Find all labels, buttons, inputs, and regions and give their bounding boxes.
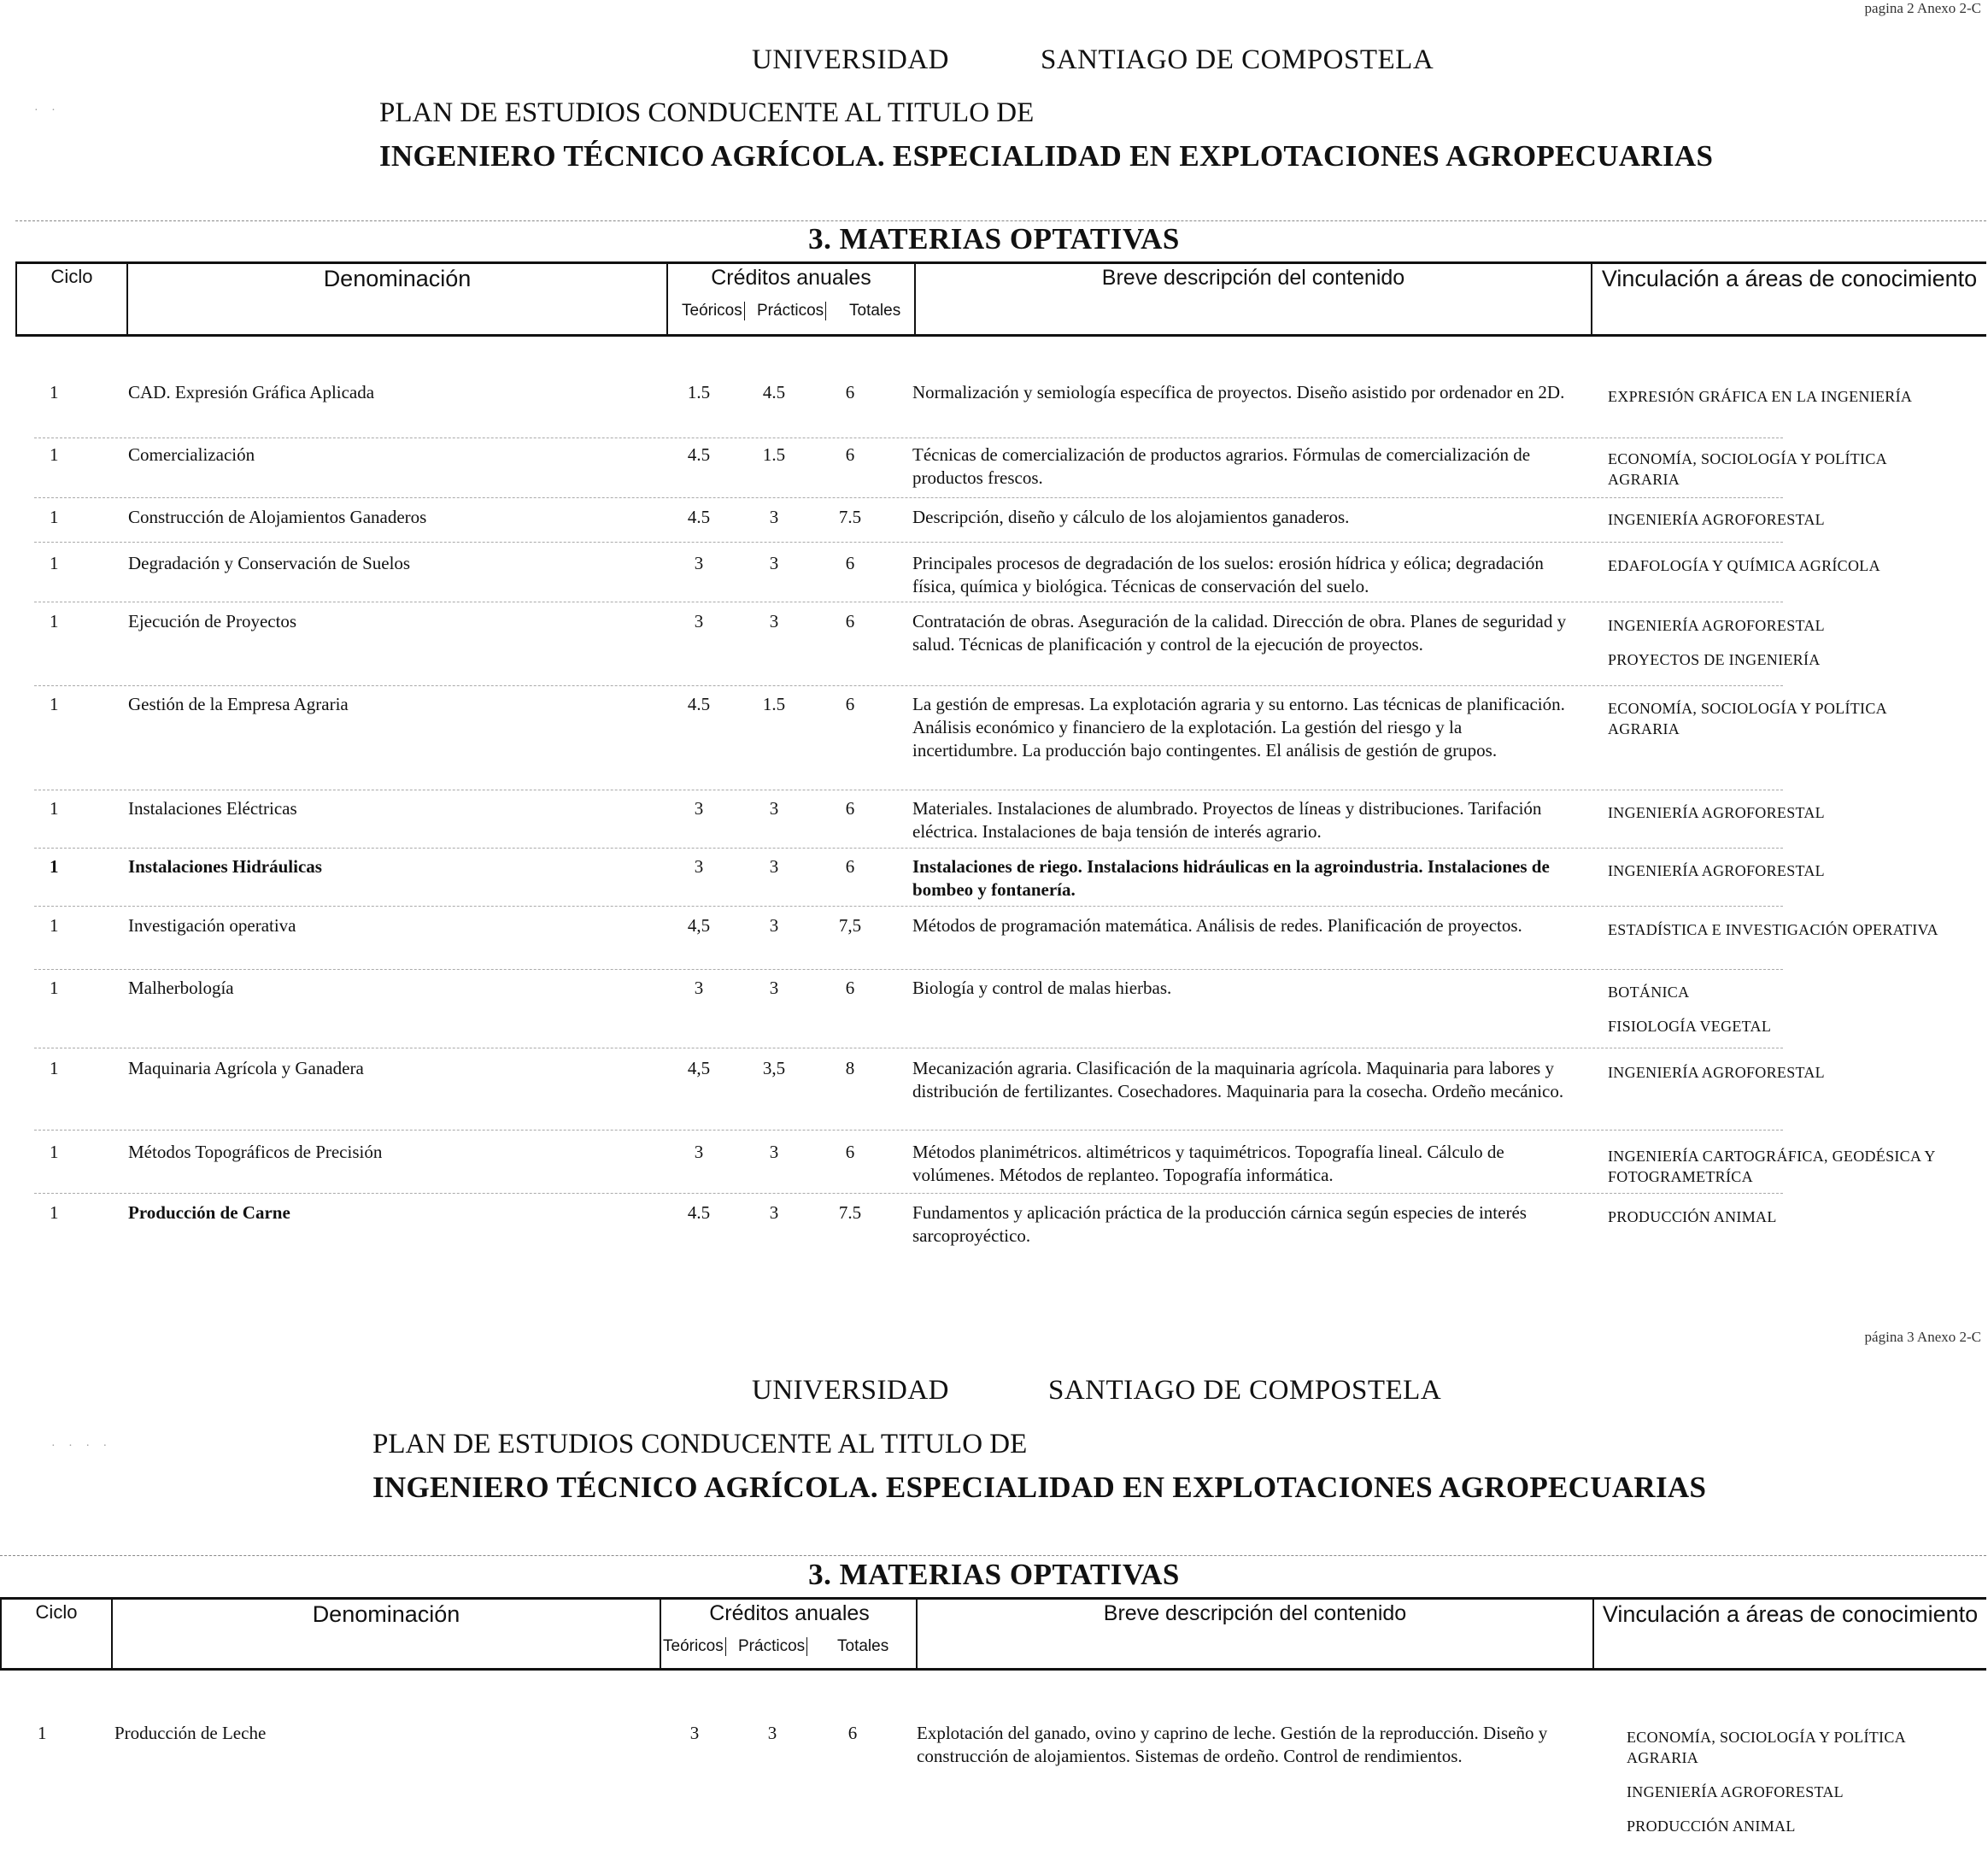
cell-practicos: 1.5 [762,694,786,714]
cell-descripcion: La gestión de empresas. La explotación agraria y su entorno. Las técnicas de planificación. Análisis económico y financiero de la explotación. La gestión del riesgo y la incertidumbre. La producción bajo contingentes. El análisis de gestión de grupos. [912,694,1565,761]
cell-totales: 6 [845,444,855,465]
document-page-2 [0,1320,1988,1845]
cell-totales: 6 [845,611,855,631]
area-item: INGENIERÍA AGROFORESTAL [1608,617,1825,634]
cell-ciclo: 1 [50,611,59,631]
area-item: INGENIERÍA AGROFORESTAL [1608,1064,1825,1081]
section-title: 3. MATERIAS OPTATIVAS [808,1558,1180,1591]
cell-ciclo: 1 [50,507,59,527]
page-number: pagina 2 Anexo 2-C [1864,0,1981,16]
area-item: FISIOLOGÍA VEGETAL [1608,1018,1772,1035]
cell-areas [1627,1727,1968,1850]
row-separator [34,1193,1783,1194]
cell-ciclo: 1 [50,444,59,465]
cell-ciclo: 1 [50,382,59,402]
cell-totales: 6 [845,856,855,877]
area-item: INGENIERÍA AGROFORESTAL [1627,1783,1844,1800]
cell-areas [1608,555,1950,590]
cell-totales: 6 [847,1723,858,1743]
cell-denominacion: CAD. Expresión Gráfica Aplicada [128,382,375,402]
area-item: ECONOMÍA, SOCIOLOGÍA Y POLÍTICA AGRARIA [1608,700,1886,737]
area-item: INGENIERÍA CARTOGRÁFICA, GEODÉSICA Y FOTOGRAMETRÍCA [1608,1148,1936,1185]
cell-descripcion: Biología y control de malas hierbas. [912,978,1172,998]
area-item: ESTADÍSTICA E INVESTIGACIÓN OPERATIVA [1608,921,1938,938]
page-number: página 3 Anexo 2-C [1864,1329,1981,1345]
cell-areas [1608,615,1950,684]
cell-denominacion: Instalaciones Eléctricas [128,798,297,819]
cell-teoricos: 4,5 [687,1058,711,1078]
cell-areas [1608,698,1950,753]
cell-ciclo: 1 [50,1202,59,1223]
scan-noise: · · [34,104,61,117]
cell-teoricos: 3 [694,553,704,573]
university-label: UNIVERSIDAD [752,1375,949,1406]
col-creditos [668,264,916,334]
cell-denominacion: Ejecución de Proyectos [128,611,297,631]
col-creditos [663,1600,918,1668]
university-name: SANTIAGO DE COMPOSTELA [1048,1375,1442,1406]
cell-denominacion: Instalaciones Hidráulicas [128,856,322,877]
scan-noise: · · · · [51,1440,113,1453]
col-ciclo: Ciclo [2,1600,113,1668]
col-creditos-label: Créditos anuales [711,266,871,290]
section-title: 3. MATERIAS OPTATIVAS [808,222,1180,255]
area-item: EDAFOLOGÍA Y QUÍMICA AGRÍCOLA [1608,557,1880,574]
cell-areas [1608,919,1950,954]
cell-ciclo: 1 [50,1058,59,1078]
cell-teoricos: 3 [694,798,704,819]
cell-areas [1608,802,1950,837]
area-item: PRODUCCIÓN ANIMAL [1608,1208,1777,1225]
col-totales: Totales [837,1637,889,1655]
cell-practicos: 1.5 [762,444,786,465]
cell-ciclo: 1 [50,694,59,714]
cell-totales: 6 [845,798,855,819]
cell-ciclo: 1 [50,1142,59,1162]
degree-title: INGENIERO TÉCNICO AGRÍCOLA. ESPECIALIDAD EN EXPLOTACIONES AGROPECUARIAS [372,1471,1707,1504]
cell-denominacion: Comercialización [128,444,255,465]
row-separator [34,969,1783,970]
cell-teoricos: 3 [694,856,704,877]
cell-denominacion: Maquinaria Agrícola y Ganadera [128,1058,364,1078]
row-separator [34,685,1783,686]
cell-practicos: 3,5 [762,1058,786,1078]
cell-practicos: 3 [769,1202,779,1223]
cell-practicos: 3 [769,915,779,936]
col-creditos-label: Créditos anuales [709,1601,870,1625]
plan-heading: PLAN DE ESTUDIOS CONDUCENTE AL TITULO DE [372,1429,1028,1459]
university-label: UNIVERSIDAD [752,44,949,75]
cell-practicos: 3 [769,978,779,998]
cell-areas [1608,1062,1950,1096]
row-separator [34,906,1783,907]
cell-descripcion: Instalaciones de riego. Instalacions hidráulicas en la agroindustria. Instalaciones de bombeo y fontanería. [912,856,1550,900]
cell-totales: 7.5 [838,507,862,527]
cell-descripcion: Métodos de programación matemática. Análisis de redes. Planificación de proyectos. [912,915,1522,936]
cell-areas [1608,386,1950,420]
area-item: BOTÁNICA [1608,984,1690,1001]
area-item: INGENIERÍA AGROFORESTAL [1608,511,1825,528]
cell-ciclo: 1 [50,978,59,998]
cell-totales: 6 [845,382,855,402]
cell-totales: 6 [845,553,855,573]
area-item: PRODUCCIÓN ANIMAL [1627,1818,1796,1835]
cell-descripcion: Principales procesos de degradación de los suelos: erosión hídrica y eólica; degradación física, química y biológica. Técnicas de conservación del suelo. [912,553,1544,596]
cell-practicos: 3 [769,798,779,819]
cell-totales: 6 [845,978,855,998]
cell-denominacion: Gestión de la Empresa Agraria [128,694,349,714]
cell-totales: 6 [845,694,855,714]
cell-descripcion: Mecanización agraria. Clasificación de la maquinaria agrícola. Maquinaria para labores y distribución de fertilizantes. Cosechadores. Maquinaria para la cosecha. Ordeño mecánico. [912,1058,1564,1101]
cell-denominacion: Producción de Leche [114,1723,267,1743]
cell-ciclo: 1 [50,798,59,819]
cell-teoricos: 4.5 [687,694,711,714]
cell-teoricos: 1.5 [687,382,711,402]
cell-teoricos: 4.5 [687,507,711,527]
cell-descripcion: Fundamentos y aplicación práctica de la producción cárnica según especies de interés sarcoproyéctico. [912,1202,1527,1246]
cell-teoricos: 3 [694,611,704,631]
row-separator [34,1130,1783,1131]
cell-totales: 7,5 [838,915,862,936]
cell-totales: 6 [845,1142,855,1162]
col-practicos: Prácticos [757,302,826,320]
cell-denominacion: Producción de Carne [128,1202,290,1223]
col-teoricos: Teóricos [682,302,745,320]
cell-areas [1608,449,1950,503]
degree-title: INGENIERO TÉCNICO AGRÍCOLA. ESPECIALIDAD EN EXPLOTACIONES AGROPECUARIAS [379,139,1714,173]
cell-practicos: 3 [769,553,779,573]
area-item: INGENIERÍA AGROFORESTAL [1608,804,1825,821]
col-denominacion: Denominación [128,264,668,334]
cell-descripcion: Explotación del ganado, ovino y caprino de leche. Gestión de la reproducción. Diseño y construcción de alojamientos. Sistemas de ordeño. Control de rendimientos. [917,1723,1548,1766]
cell-totales: 7.5 [838,1202,862,1223]
col-ciclo: Ciclo [17,264,128,334]
row-separator [34,497,1783,498]
area-item: PROYECTOS DE INGENIERÍA [1608,651,1821,668]
cell-totales: 8 [845,1058,855,1078]
cell-ciclo: 1 [50,553,59,573]
frame-line [15,220,1986,221]
cell-teoricos: 4.5 [687,1202,711,1223]
cell-denominacion: Degradación y Conservación de Suelos [128,553,411,573]
cell-ciclo: 1 [38,1723,47,1743]
col-vinculacion: Vinculación a áreas de conocimiento [1602,1601,1979,1627]
cell-practicos: 3 [769,1142,779,1162]
cell-teoricos: 3 [694,1142,704,1162]
cell-practicos: 4.5 [762,382,786,402]
frame-line [0,1555,1986,1556]
cell-descripcion: Normalización y semiología específica de proyectos. Diseño asistido por ordenador en 2D. [912,382,1565,402]
area-item: ECONOMÍA, SOCIOLOGÍA Y POLÍTICA AGRARIA [1608,450,1886,488]
table-header [0,1597,1986,1671]
plan-heading: PLAN DE ESTUDIOS CONDUCENTE AL TITULO DE [379,97,1035,128]
cell-practicos: 3 [769,507,779,527]
cell-descripcion: Descripción, diseño y cálculo de los alojamientos ganaderos. [912,507,1350,527]
cell-denominacion: Métodos Topográficos de Precisión [128,1142,383,1162]
cell-teoricos: 3 [694,978,704,998]
table-header [15,261,1986,337]
area-item: INGENIERÍA AGROFORESTAL [1608,862,1825,879]
cell-teoricos: 4.5 [687,444,711,465]
cell-descripcion: Técnicas de comercialización de productos agrarios. Fórmulas de comercialización de productos frescos. [912,444,1531,488]
col-teoricos: Teóricos [663,1637,726,1656]
col-totales: Totales [849,302,901,320]
cell-denominacion: Investigación operativa [128,915,296,936]
cell-descripcion: Materiales. Instalaciones de alumbrado. Proyectos de líneas y distribuciones. Tarifación eléctrica. Instalaciones de baja tensión de interés agrario. [912,798,1542,842]
cell-descripcion: Contratación de obras. Aseguración de la calidad. Dirección de obra. Planes de seguridad y salud. Técnicas de planificación y control de la ejecución de proyectos. [912,611,1567,655]
cell-ciclo: 1 [50,915,59,936]
area-item: ECONOMÍA, SOCIOLOGÍA Y POLÍTICA AGRARIA [1627,1729,1905,1766]
row-separator [34,848,1783,849]
col-vinculacion: Vinculación a áreas de conocimiento [1601,266,1978,291]
col-denominacion: Denominación [113,1600,661,1668]
cell-denominacion: Malherbología [128,978,234,998]
cell-areas [1608,1207,1950,1241]
cell-descripcion: Métodos planimétricos. altimétricos y taquimétricos. Topografía lineal. Cálculo de volúmenes. Métodos de replanteo. Topografía informática. [912,1142,1504,1185]
cell-practicos: 3 [767,1723,777,1743]
cell-areas [1608,982,1950,1050]
cell-practicos: 3 [769,856,779,877]
cell-areas [1608,860,1950,895]
col-practicos: Prácticos [738,1637,807,1656]
cell-teoricos: 3 [689,1723,700,1743]
cell-denominacion: Construcción de Alojamientos Ganaderos [128,507,427,527]
area-item: EXPRESIÓN GRÁFICA EN LA INGENIERÍA [1608,388,1913,405]
university-name: SANTIAGO DE COMPOSTELA [1041,44,1434,75]
row-separator [34,542,1783,543]
cell-ciclo: 1 [50,856,59,877]
cell-areas [1608,509,1950,543]
cell-practicos: 3 [769,611,779,631]
cell-teoricos: 4,5 [687,915,711,936]
col-descripcion: Breve descripción del contenido [916,264,1592,334]
col-descripcion: Breve descripción del contenido [918,1600,1594,1668]
